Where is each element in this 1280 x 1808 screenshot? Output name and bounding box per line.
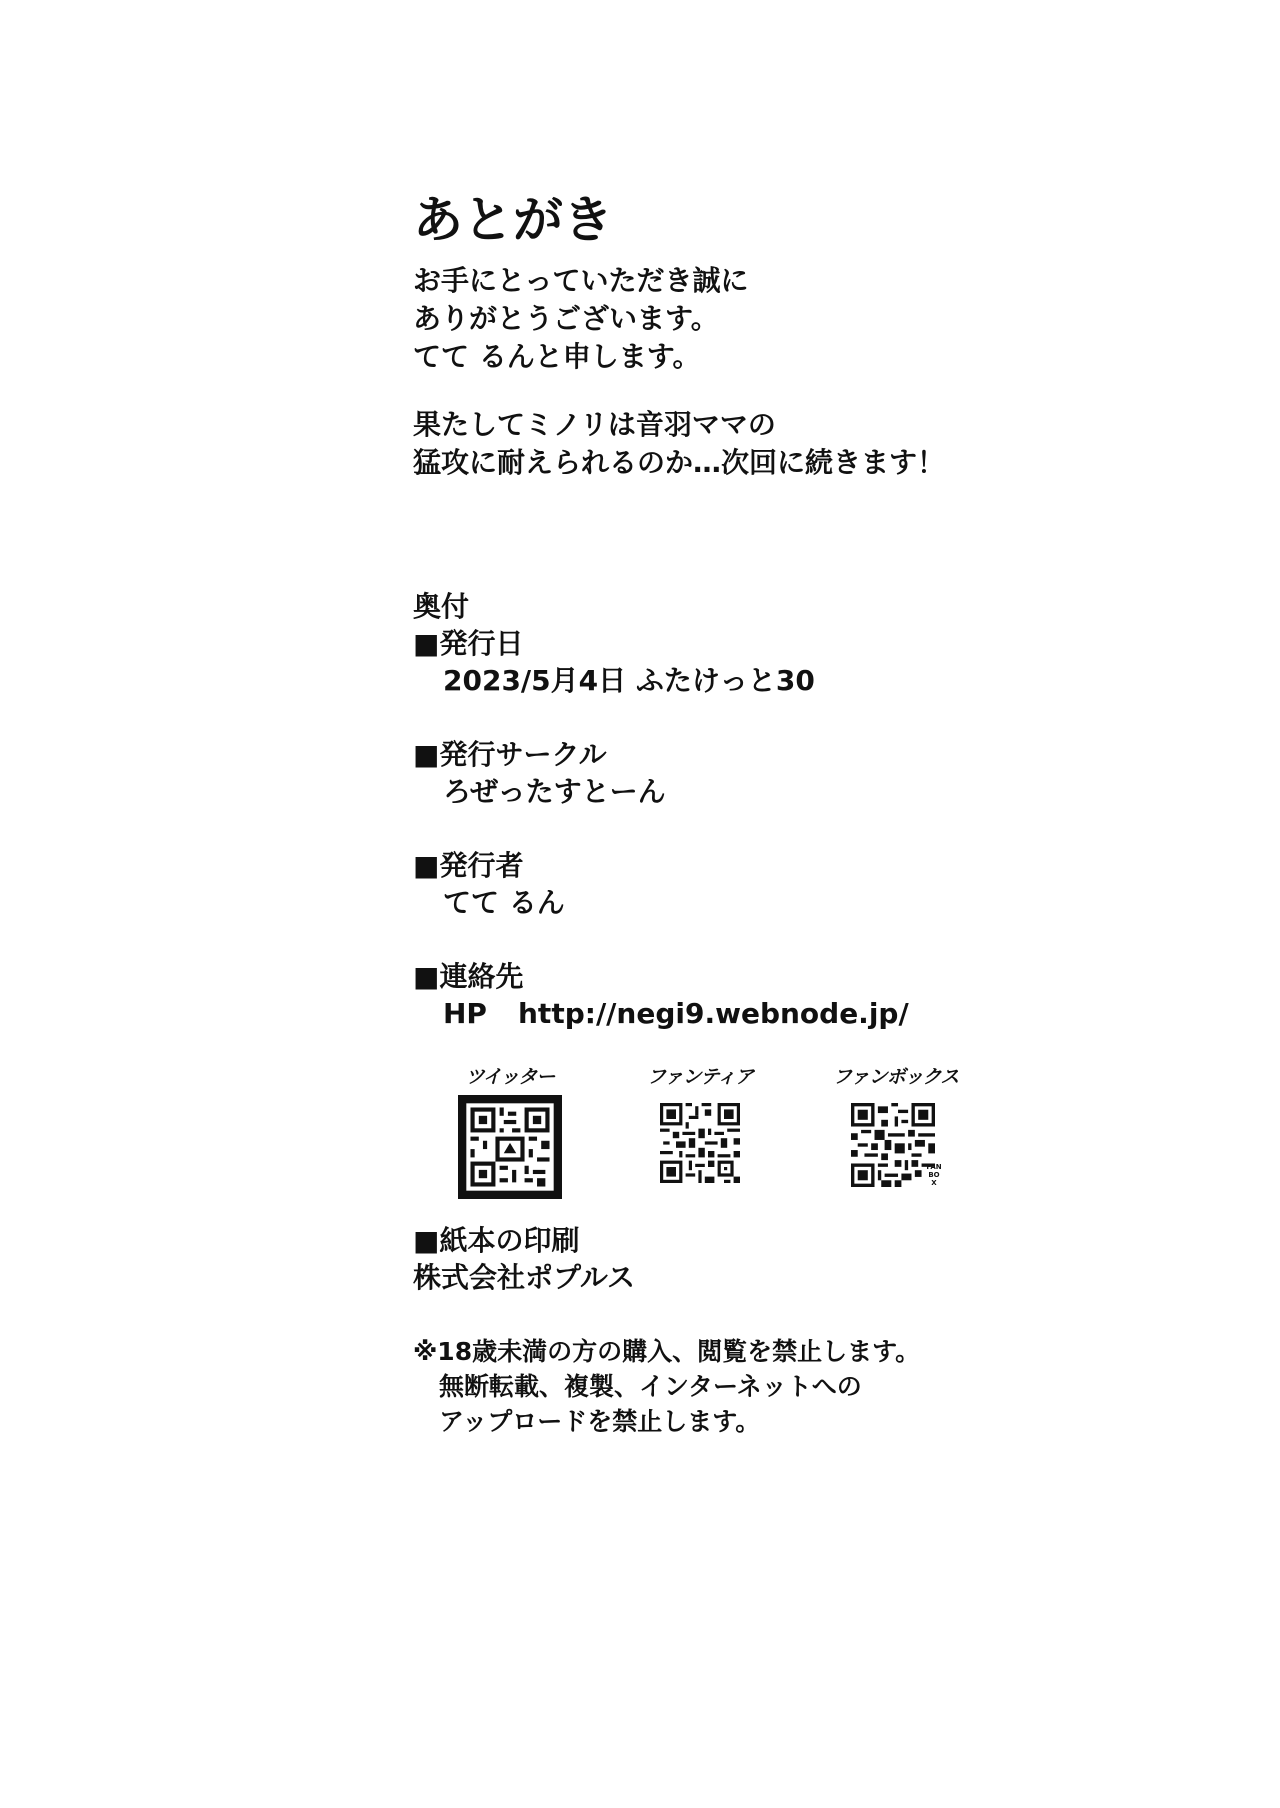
contact-hp-row: [413, 995, 909, 1032]
colophon-heading: 奥付: [413, 590, 470, 623]
issue-date-label: ■発行日: [413, 627, 524, 660]
qr-code-group: [413, 1062, 1033, 1212]
fantia-qr-label: ファンティア: [646, 1066, 754, 1088]
fanbox-qr-label: ファンボックス: [833, 1066, 959, 1088]
afterword-line: ありがとうございます。: [413, 302, 719, 335]
notice-line: ※18歳未満の方の購入、閲覧を禁止します。: [413, 1337, 921, 1366]
afterword-line: てて るんと申します。: [413, 340, 701, 373]
afterword-paragraph-2: [413, 406, 945, 482]
fanbox-qr-icon: [851, 1103, 935, 1187]
colophon-section: [413, 588, 909, 1032]
fanbox-qr-card[interactable]: [833, 1062, 959, 1187]
publisher-label: ■発行者: [413, 849, 524, 882]
spacer: [413, 810, 909, 847]
afterword-line: お手にとっていただき誠に: [413, 264, 749, 297]
spacer: [413, 699, 909, 736]
fantia-qr-icon: [660, 1103, 740, 1183]
hp-label: HP: [443, 997, 487, 1030]
printing-value: 株式会社ポプルス: [413, 1261, 636, 1294]
spacer: [413, 921, 909, 958]
notice-section: [413, 1334, 920, 1439]
circle-label: ■発行サークル: [413, 738, 607, 771]
printing-section: [413, 1222, 635, 1296]
twitter-qr-label: ツイッター: [465, 1066, 555, 1088]
homepage-link[interactable]: http://negi9.webnode.jp/: [518, 997, 909, 1030]
afterword-paragraph-1: [413, 262, 748, 376]
circle-value: ろぜったすとーん: [443, 775, 666, 808]
printing-label: ■紙本の印刷: [413, 1224, 580, 1257]
publisher-value: てて るん: [443, 886, 565, 919]
fanbox-badge: FAN BOX: [926, 1163, 942, 1187]
twitter-qr-card[interactable]: [455, 1062, 565, 1199]
afterword-line: 果たしてミノリは音羽ママの: [413, 408, 776, 441]
afterword-title: あとがき: [413, 191, 613, 249]
notice-line: アップロードを禁止します。: [439, 1407, 761, 1436]
issue-date-value: 2023/5月4日 ふたけっと30: [443, 664, 815, 697]
twitter-qr-icon: [458, 1095, 562, 1199]
afterword-line: 猛攻に耐えられるのか…次回に続きます！: [413, 446, 946, 479]
contact-label: ■連絡先: [413, 960, 524, 993]
fantia-qr-card[interactable]: [645, 1062, 755, 1183]
notice-line: 無断転載、複製、インターネットへの: [439, 1372, 862, 1401]
fanbox-qr-wrap: [848, 1103, 942, 1187]
